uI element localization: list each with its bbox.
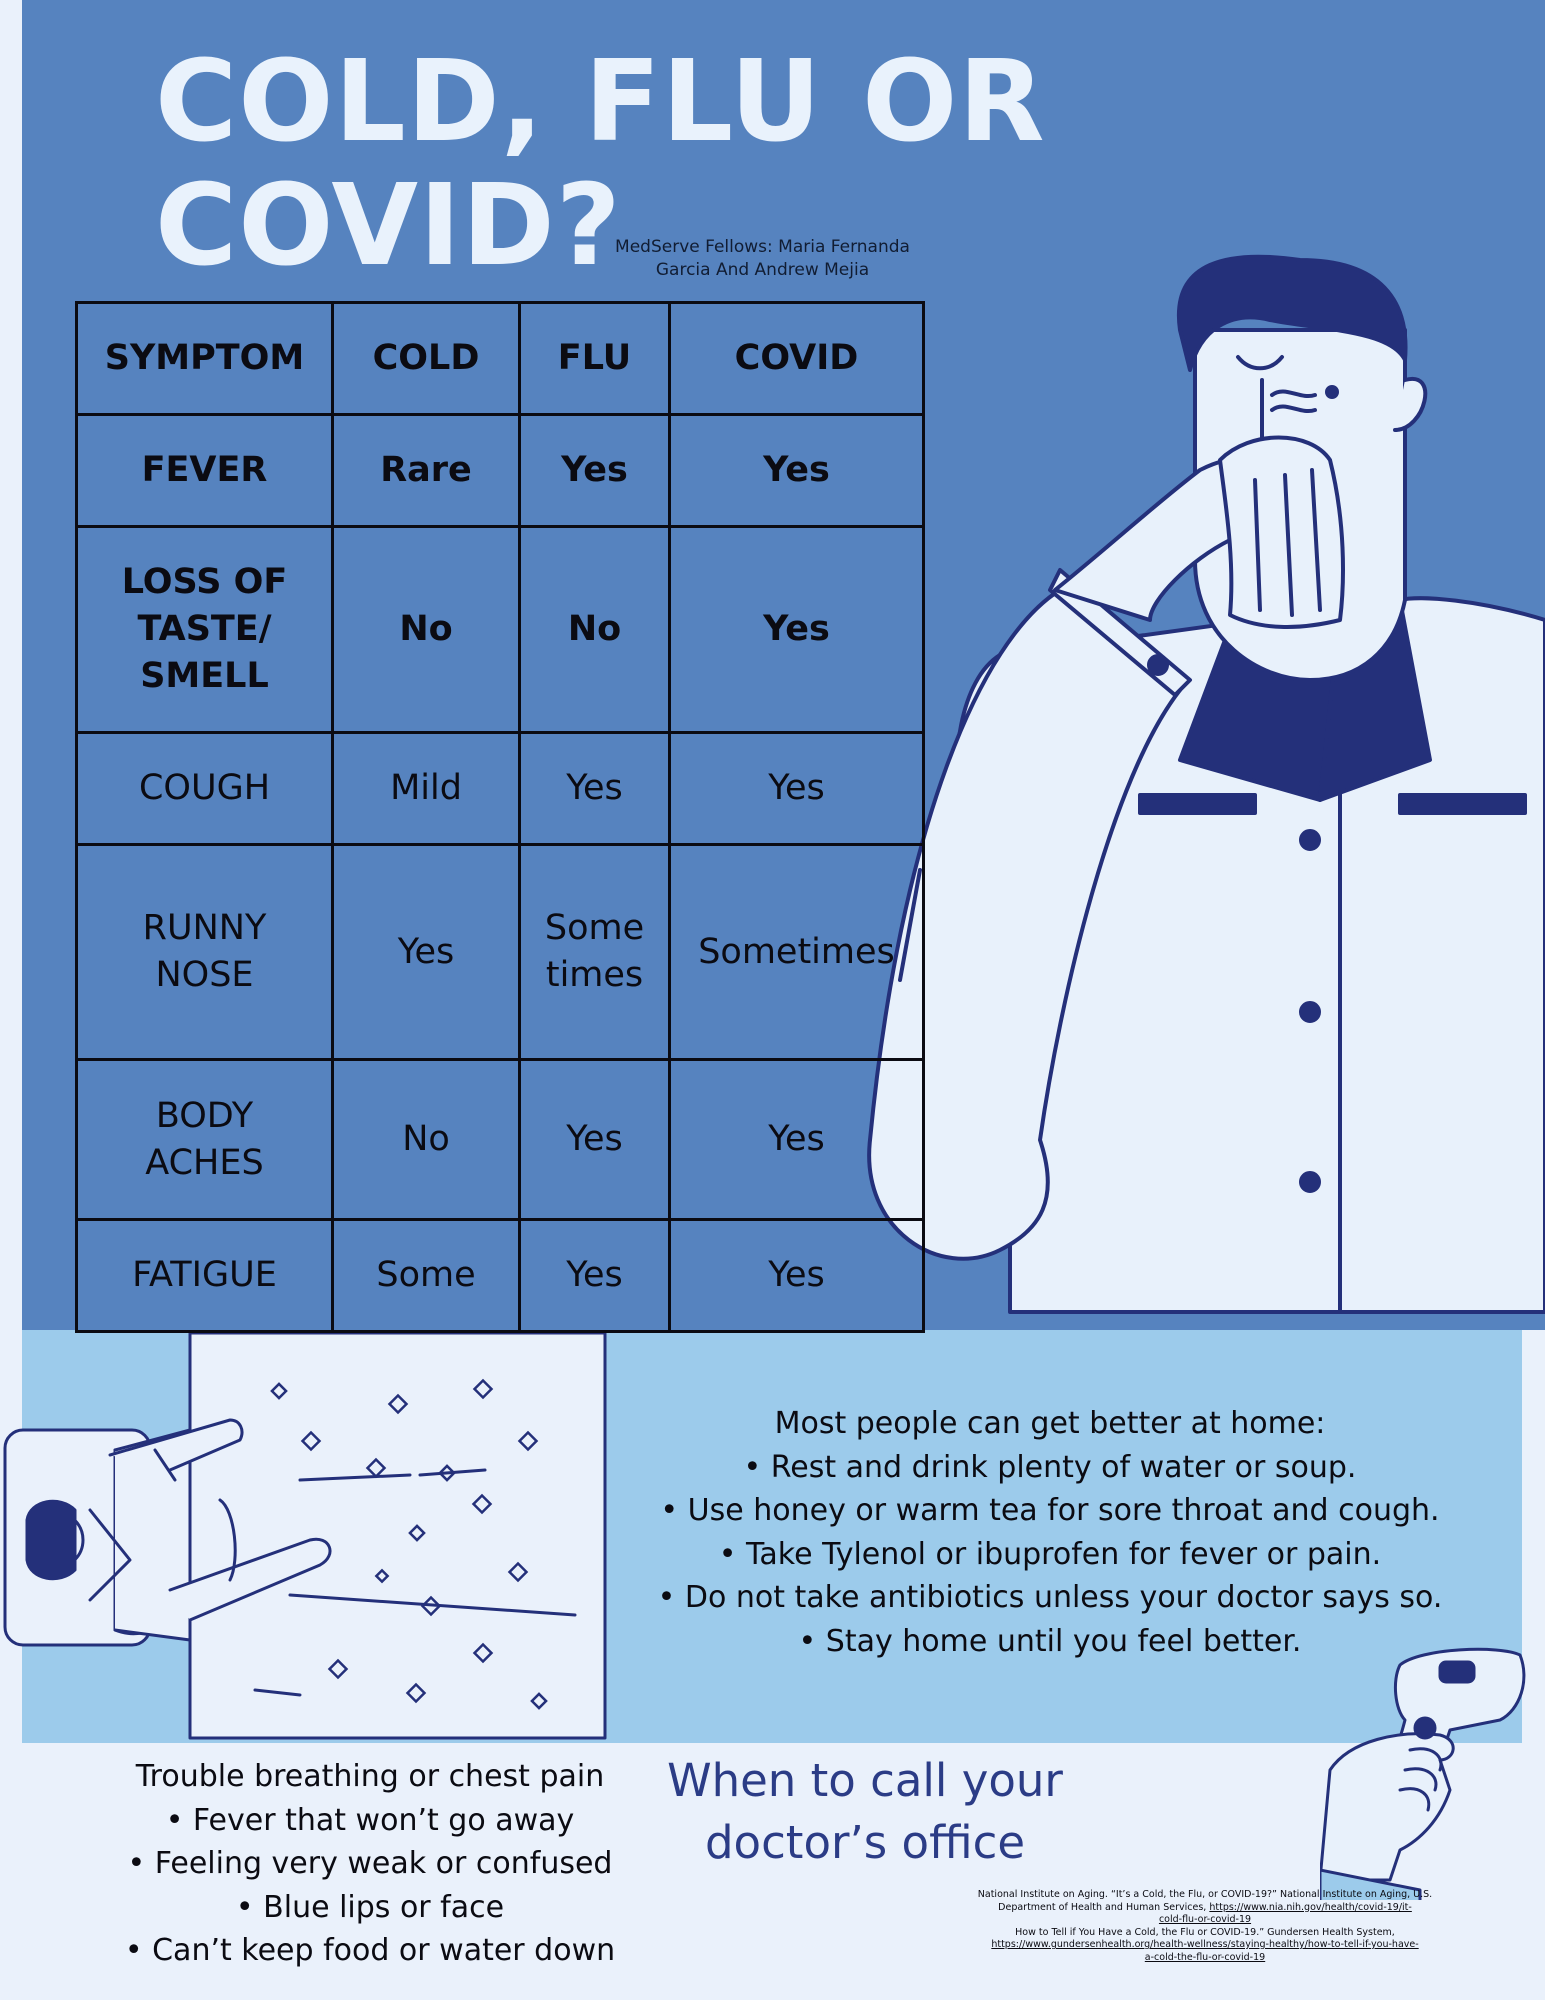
cold-cell — [333, 733, 520, 845]
home-care-text — [620, 1402, 1480, 1663]
cell-text: Rare — [380, 450, 472, 490]
table-header-row — [77, 303, 924, 415]
cell-text: Yes — [566, 1255, 623, 1295]
cell-text: ACHES — [145, 1142, 264, 1183]
cell-text: Mild — [390, 768, 462, 808]
warning-sign-item: • Blue lips or face — [235, 1889, 505, 1925]
man-sneezing-illustration — [840, 250, 1545, 1315]
references — [960, 1889, 1450, 1964]
home-care-item: • Stay home until you feel better. — [798, 1623, 1302, 1659]
cell-text: Yes — [566, 768, 623, 808]
cell-text: No — [402, 1119, 450, 1159]
home-care-item: • Do not take antibiotics unless your doctor says so. — [657, 1580, 1443, 1615]
warning-signs-list — [100, 1755, 640, 1973]
covid-cell — [670, 1220, 924, 1332]
cell-text: FEVER — [141, 450, 268, 490]
cell-text: Yes — [763, 450, 830, 490]
cold-cell — [333, 1220, 520, 1332]
flu-cell — [520, 733, 670, 845]
flu-cell — [520, 1220, 670, 1332]
table-row — [77, 527, 924, 733]
cell-text: No — [399, 609, 453, 649]
cell-text: Yes — [397, 931, 455, 972]
credit-line-2: Garcia And Andrew Mejia — [655, 260, 870, 280]
cell-text: LOSS OF — [121, 562, 288, 602]
reference-1-text: National Institute on Aging. “It’s a Cold, the Flu, or COVID-19?” National Institute on Aging, U.S. — [977, 1889, 1433, 1900]
reference-2-text: How to Tell if You Have a Cold, the Flu or COVID-19.” Gundersen Health System, — [1015, 1926, 1395, 1938]
cold-cell — [333, 527, 520, 733]
header-symptom: SYMPTOM — [77, 303, 333, 415]
cell-text: Yes — [768, 768, 825, 808]
symptom-comparison-table — [75, 301, 925, 1333]
author-credit — [600, 236, 925, 282]
cell-text: SMELL — [140, 656, 269, 696]
table-row — [77, 1220, 924, 1332]
symptom-cell — [77, 845, 333, 1060]
cell-text: Yes — [763, 609, 830, 649]
person-in-bed-illustration — [0, 1330, 620, 1743]
flu-cell — [520, 415, 670, 527]
table-row — [77, 845, 924, 1060]
cell-text: COUGH — [138, 768, 271, 808]
warning-sign-item: • Fever that won’t go away — [165, 1802, 575, 1838]
flu-cell — [520, 1060, 670, 1220]
reference-1-line-2 — [960, 1902, 1450, 1915]
covid-cell — [670, 527, 924, 733]
warning-sign-item: Trouble breathing or chest pain — [135, 1759, 605, 1794]
cold-cell — [333, 845, 520, 1060]
cell-text: Yes — [561, 450, 628, 490]
table-row — [77, 415, 924, 527]
reference-1-link[interactable]: https://www.nia.nih.gov/health/covid-19/it- — [1209, 1901, 1412, 1913]
cold-cell — [333, 415, 520, 527]
covid-cell — [670, 1060, 924, 1220]
call-doctor-line-1: When to call your — [667, 1754, 1063, 1807]
table-row — [77, 733, 924, 845]
reference-1-text-2: Department of Health and Human Services, — [998, 1901, 1207, 1913]
header-cold: COLD — [333, 303, 520, 415]
title-line-1: COLD, FLU OR — [155, 37, 1046, 167]
symptom-cell — [77, 1220, 333, 1332]
symptom-cell — [77, 1060, 333, 1220]
home-care-intro: Most people can get better at home: — [774, 1406, 1326, 1441]
thermometer-hand-illustration — [1320, 1640, 1545, 1900]
cell-text: Some — [376, 1255, 476, 1295]
home-care-item: • Rest and drink plenty of water or soup. — [743, 1449, 1357, 1485]
cell-text: Sometimes — [698, 931, 895, 972]
warning-sign-item: • Feeling very weak or confused — [127, 1846, 613, 1881]
cell-text: FATIGUE — [132, 1255, 277, 1295]
reference-2-link-cont[interactable]: a-cold-the-flu-or-covid-19 — [1144, 1951, 1266, 1963]
covid-cell — [670, 415, 924, 527]
call-doctor-heading — [650, 1750, 1080, 1874]
header-covid: COVID — [670, 303, 924, 415]
cell-text: BODY — [155, 1095, 254, 1136]
symptom-cell — [77, 415, 333, 527]
flu-cell — [520, 845, 670, 1060]
warning-sign-item: • Can’t keep food or water down — [124, 1933, 616, 1968]
covid-cell — [670, 845, 924, 1060]
home-care-item: • Use honey or warm tea for sore throat and cough. — [660, 1493, 1440, 1528]
cell-text: RUNNY — [142, 908, 267, 948]
title-line-2: COVID? — [155, 161, 622, 291]
cell-text: Yes — [566, 1119, 623, 1159]
covid-cell — [670, 733, 924, 845]
cell-text: NOSE — [155, 955, 254, 995]
cell-text: TASTE/ — [137, 609, 272, 649]
table-body — [77, 415, 924, 1332]
table-row — [77, 1060, 924, 1220]
header-flu: FLU — [520, 303, 670, 415]
cell-text: Yes — [768, 1119, 825, 1159]
flu-cell — [520, 527, 670, 733]
reference-2-link[interactable]: https://www.gundersenhealth.org/health-wellness/staying-healthy/how-to-tell-if-you-have- — [991, 1939, 1419, 1950]
home-care-item: • Take Tylenol or ibuprofen for fever or pain. — [718, 1536, 1382, 1572]
cell-text: Some — [544, 908, 645, 948]
cold-cell — [333, 1060, 520, 1220]
reference-1-link-cont[interactable]: cold-flu-or-covid-19 — [1158, 1914, 1252, 1925]
cell-text: No — [567, 609, 622, 649]
credit-line-1: MedServe Fellows: Maria Fernanda — [615, 237, 910, 257]
cell-text: times — [545, 955, 644, 995]
symptom-cell — [77, 733, 333, 845]
call-doctor-line-2: doctor’s office — [704, 1816, 1026, 1869]
cell-text: Yes — [768, 1255, 825, 1295]
symptom-cell — [77, 527, 333, 733]
